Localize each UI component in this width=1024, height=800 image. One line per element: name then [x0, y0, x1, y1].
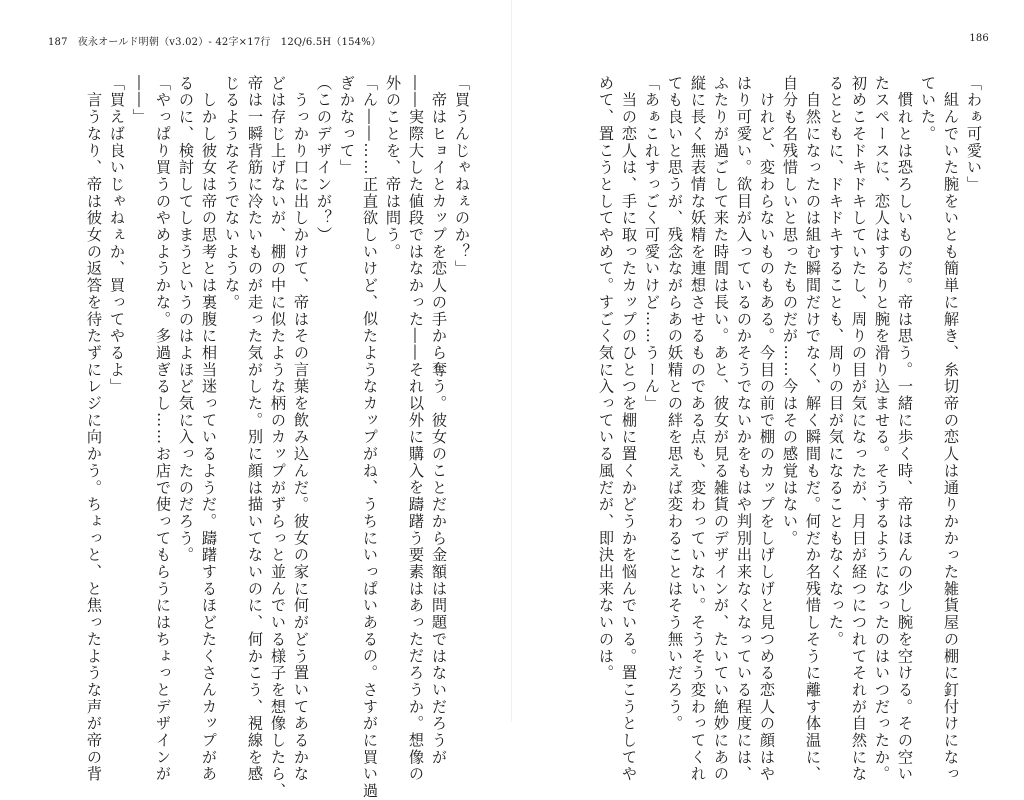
body-line: 縦に長く無表情な妖精を連想させるものである点も、変わっていない。そうそう変わってくれ — [689, 75, 707, 783]
body-line: じるようなそうでないような。 — [223, 75, 241, 311]
body-line: ぎかなって」 — [338, 75, 356, 177]
body-line: 「買うんじゃねぇのか？」 — [453, 75, 471, 278]
body-line: はり可愛い。欲目が入っているのかそうでないかをもはや判別出来なくなっている程度には、 — [735, 75, 753, 783]
body-line: 「買えば良いじゃねぇか、買ってやるよ」 — [108, 75, 126, 396]
body-line: めて、置こうとしてやめて。すごく気に入っている風だが、即決出来ないのは。 — [597, 75, 615, 682]
body-line: 慣れとは恐ろしいものだ。帝は思う。一緒に歩く時、帝はほんの少し腕を空ける。その空い — [896, 75, 914, 783]
body-line: ――実際大した値段ではなかった――それ以外に購入を躊躇う要素はあっただろうか。想像の — [407, 75, 425, 783]
body-line: 帝は一瞬背筋に冷たいものが走った気がした。別に顔は描いてないのに、何かこう、視線を感 — [246, 75, 264, 783]
right-page — [512, 0, 1024, 783]
body-line: ふたりが過ごして来た時間は長い。あと、彼女が見る雑貨のデザインが、たいてい絶妙にあの — [712, 75, 730, 783]
body-line: 言うなり、帝は彼女の返答を待たずにレジに向かう。ちょっと、と焦ったような声が帝の背 — [85, 75, 103, 783]
body-line: けれど、変わらないものもある。今目の前で棚のカップをしげしげと見つめる恋人の顔はや — [758, 75, 776, 783]
body-line: 「ん――……正直欲しいけど、似たようなカップがね、うちにいっぱいあるの。さすがに買い過 — [361, 75, 379, 800]
body-line: ――」 — [131, 75, 149, 126]
body-line: るのに、検討してしまうというのはよほど気に入ったのだろう。 — [177, 75, 195, 564]
body-line: るとともに、ドキドキすることも、周りの目が気になることもなくなった。 — [827, 75, 845, 648]
body-line: 「やっぱり買うのやめようかな。多過ぎるし……お店で使ってもらうにはちょっとデザインが — [154, 75, 172, 783]
header-title: 夜永オールド明朝（v3.02）- 42字×17行 12Q/6.5H（154%） — [77, 37, 382, 48]
body-line: どは存じ上げないが、棚の中に似たような柄のカップがずらっと並んでいる様子を想像したら、 — [269, 75, 287, 800]
body-line: 自然になったのは組む瞬間だけでなく、解く瞬間もだ。何だか名残惜しそうに離す体温に、 — [804, 75, 822, 783]
body-line: うっかり口に出しかけて、帝はその言葉を飲み込んだ。彼女の家に何がどう置いてあるかな — [292, 75, 310, 783]
body-line: 自分も名残惜しいと思ったものだが……今はその感覚はない。 — [781, 75, 799, 547]
body-line: ても良いと思うが、残念ながらあの妖精との絆を思えば変わることはそう無いだろう。 — [666, 75, 684, 733]
body-line: ていた。 — [919, 75, 937, 143]
body-line: 当の恋人は、手に取ったカップのひとつを棚に置くかどうかを悩んでいる。置こうとしてや — [620, 75, 638, 783]
body-line: 初めこそドキドキしていたし、周りの目が気になったが、月日が経つにつれてそれが自然にな — [850, 75, 868, 783]
body-line: 「あぁこれすっごく可愛いけど……うーん」 — [643, 75, 661, 412]
page-number: 186 — [969, 33, 989, 44]
body-line: 「わぁ可愛い」 — [965, 75, 983, 193]
body-line: しかし彼女は帝の思考とは裏腹に相当迷っているようだ。躊躇するほどたくさんカップがあ — [200, 75, 218, 783]
body-line: 帝はヒョイとカップを恋人の手から奪う。彼女のことだから金額は問題ではないだろうが — [430, 75, 448, 766]
body-line: 組んでいた腕をいとも簡単に解き、糸切帝の恋人は通りかかった雑貨屋の棚に釘付けになっ — [942, 75, 960, 783]
body-line: 外のことを、帝は問う。 — [384, 75, 402, 261]
body-line: （このデザインが？） — [315, 75, 333, 244]
page-number: 187 — [48, 37, 68, 48]
running-header — [48, 33, 381, 48]
body-line: たスペースに、恋人はするりと腕を滑り込ませる。そうするようになったのはいつだったか。 — [873, 75, 891, 783]
